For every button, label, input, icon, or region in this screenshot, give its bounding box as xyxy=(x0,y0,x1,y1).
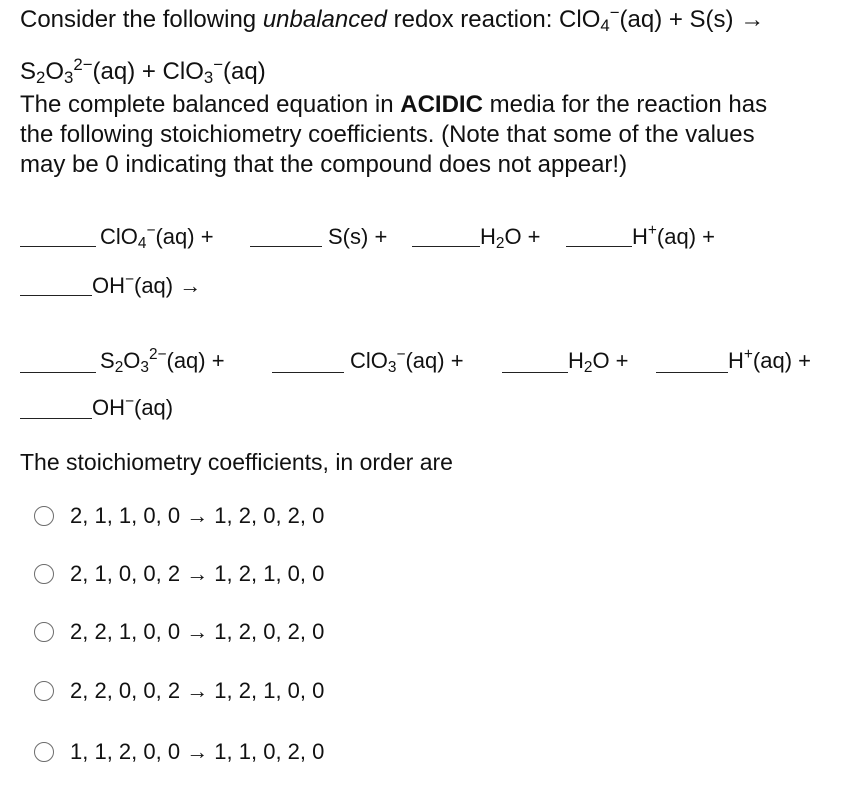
answer-option[interactable] xyxy=(34,501,324,531)
radio-button-icon[interactable] xyxy=(34,622,54,642)
reactant-h: H+(aq) + xyxy=(632,222,715,249)
radio-button-icon[interactable] xyxy=(34,742,54,762)
radio-button-icon[interactable] xyxy=(34,564,54,584)
question-line-3: The complete balanced equation in ACIDIC media for the reaction has xyxy=(20,91,768,118)
blank-product-clo3[interactable] xyxy=(272,372,344,373)
blank-product-oh[interactable] xyxy=(20,418,92,419)
product-h: H+(aq) + xyxy=(728,346,811,373)
answer-option[interactable] xyxy=(34,737,324,767)
blank-product-h[interactable] xyxy=(656,372,728,373)
option-label: 2, 2, 0, 0, 2 → 1, 2, 1, 0, 0 xyxy=(70,678,325,703)
question-line-4: the following stoichiometry coefficients. (Note that some of the values xyxy=(20,121,755,148)
blank-reactant-oh[interactable] xyxy=(20,295,92,296)
reactant-s: S(s) + xyxy=(328,224,388,249)
product-clo3: ClO$_3$−(aq) + xyxy=(350,346,464,376)
radio-button-icon[interactable] xyxy=(34,506,54,526)
blank-reactant-s[interactable] xyxy=(250,246,322,247)
option-label: 2, 2, 1, 0, 0 → 1, 2, 0, 2, 0 xyxy=(70,619,325,644)
product-oh: OH−(aq) xyxy=(92,393,174,420)
blank-product-s2o3[interactable] xyxy=(20,372,96,373)
answer-prompt: The stoichiometry coefficients, in order are xyxy=(20,449,453,475)
reactant-h2o: $H_2O$ + xyxy=(480,224,541,252)
answer-option[interactable] xyxy=(34,559,324,589)
blank-product-h2o[interactable] xyxy=(502,372,568,373)
product-h2o: $H_2O$ + xyxy=(568,348,629,376)
option-label: 2, 1, 0, 0, 2 → 1, 2, 1, 0, 0 xyxy=(70,561,325,586)
blank-reactant-h2o[interactable] xyxy=(412,246,480,247)
option-label: 1, 1, 2, 0, 0 → 1, 1, 0, 2, 0 xyxy=(70,739,325,764)
question-line-1: Consider the following unbalanced redox reaction: ClO$_4$−(aq) + S(s) → xyxy=(20,3,765,35)
option-label: 2, 1, 1, 0, 0 → 1, 2, 0, 2, 0 xyxy=(70,503,325,528)
reactant-oh: OH−(aq) → xyxy=(92,271,202,298)
product-s2o3: $S_2O_3^{2-}(aq)$ + xyxy=(100,346,225,376)
reactant-clo4: ClO$_4$−(aq) + xyxy=(100,222,214,252)
question-line-5: may be 0 indicating that the compound does not appear!) xyxy=(20,151,628,178)
blank-reactant-clo4[interactable] xyxy=(20,246,96,247)
answer-option[interactable] xyxy=(34,676,324,706)
answer-option[interactable] xyxy=(34,617,324,647)
blank-reactant-h[interactable] xyxy=(566,246,632,247)
radio-button-icon[interactable] xyxy=(34,681,54,701)
question-line-2: $S_2O_3^{2-}(aq) + ClO_3^-(aq)$ xyxy=(20,55,266,87)
